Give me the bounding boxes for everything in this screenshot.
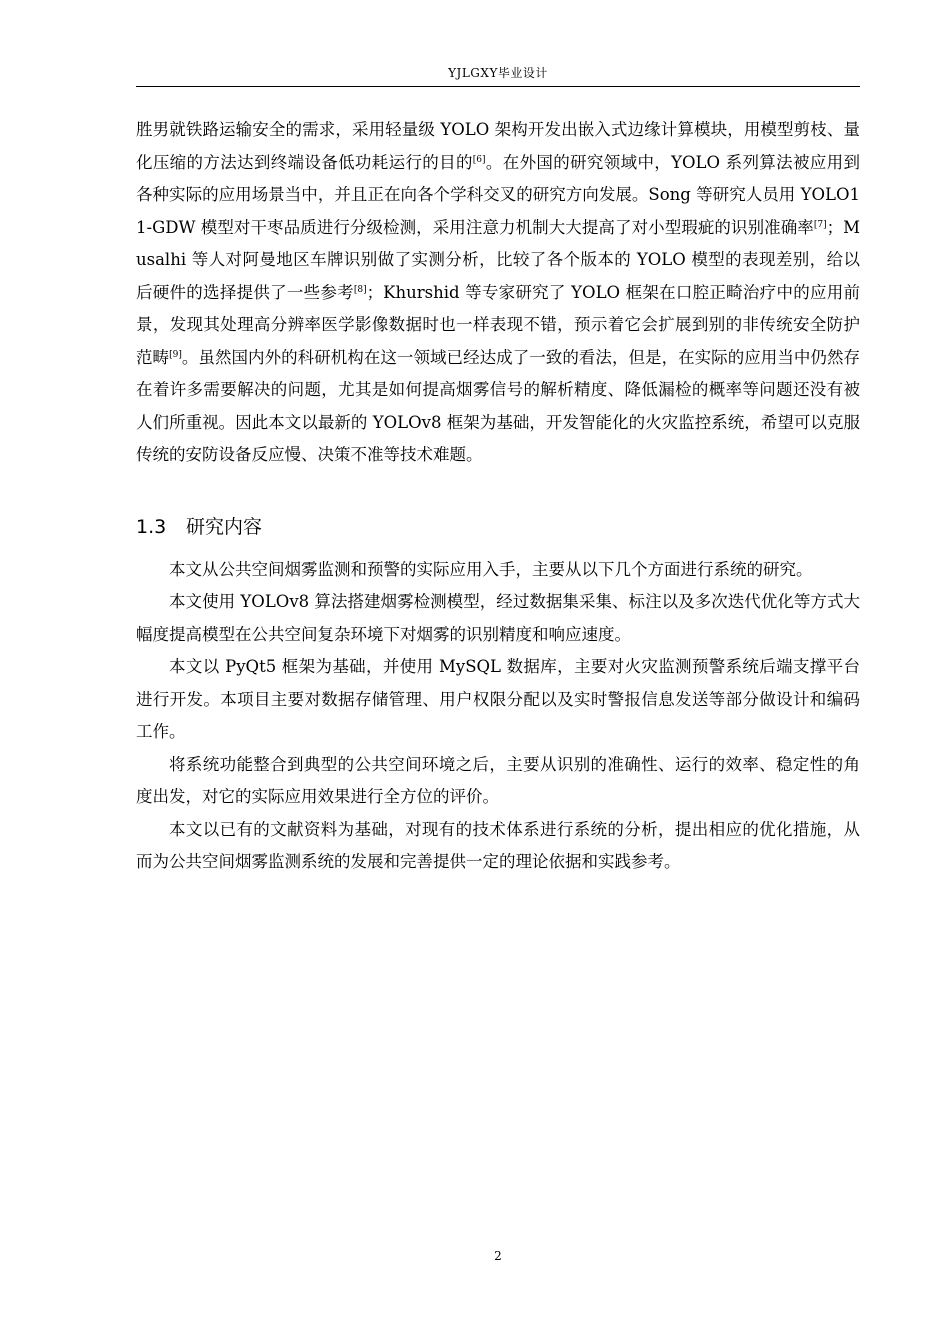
- paragraph-evaluation: 将系统功能整合到典型的公共空间环境之后，主要从识别的准确性、运行的效率、稳定性的角度出发，对它的实际应用效果进行全方位的评价。: [136, 754, 860, 806]
- citation-ref: [9]: [169, 349, 182, 360]
- paragraph-text: ；Musalhi 等人对阿曼地区车牌识别做了实测分析，比较了各个版本的 YOLO 模型的表现差别，给以后硬件的选择提供了一些参考: [136, 217, 860, 302]
- paragraph-text: 。在外国的研究领域中，YOLO 系列算法被应用到各种实际的应用场景当中，并且正在向各个学科交叉的研究方向发展。Song 等研究人员用 YOLO11-GDW 模型对干枣品质进行分级检测，采用注意力机制大大提高了对小型瑕疵的识别准确率: [136, 152, 860, 237]
- paragraph-model: 本文使用 YOLOv8 算法搭建烟雾检测模型，经过数据集采集、标注以及多次迭代优化等方式大幅度提高模型在公共空间复杂环境下对烟雾的识别精度和响应速度。: [136, 592, 860, 644]
- page-number: 2: [494, 1249, 502, 1263]
- page-content: [136, 114, 860, 879]
- section-number: 1.3: [136, 515, 167, 538]
- citation-ref: [7]: [813, 219, 827, 230]
- paragraph-text: 胜男就铁路运输安全的需求，采用轻量级 YOLO 架构开发出嵌入式边缘计算模块，用模型剪枝、量化压缩的方法达到终端设备低功耗运行的目的: [136, 120, 860, 172]
- page-header: YJLGXY毕业设计: [448, 66, 548, 80]
- header-divider: [136, 86, 860, 87]
- paragraph-intro: 本文从公共空间烟雾监测和预警的实际应用入手，主要从以下几个方面进行系统的研究。: [169, 559, 813, 579]
- citation-ref: [6]: [472, 154, 486, 165]
- section-title-text: 研究内容: [186, 515, 263, 538]
- section-heading: [136, 512, 860, 542]
- paragraph-text: ；Khurshid 等专家研究了 YOLO 框架在口腔正畸治疗中的应用前景，发现其处理高分辨率医学影像数据时也一样表现不错，预示着它会扩展到别的非传统安全防护范畴: [136, 282, 860, 367]
- paragraph-platform: 本文以 PyQt5 框架为基础，并使用 MySQL 数据库，主要对火灾监测预警系统后端支撑平台进行开发。本项目主要对数据存储管理、用户权限分配以及实时警报信息发送等部分做设计和编码工作。: [136, 657, 860, 741]
- citation-ref: [8]: [353, 284, 367, 295]
- paragraph-text: 。虽然国内外的科研机构在这一领域已经达成了一致的看法，但是，在实际的应用当中仍然存在着许多需要解决的问题，尤其是如何提高烟雾信号的解析精度、降低漏检的概率等问题还没有被人们所重视。因此本文以最新的 YOLOv8 框架为基础，开发智能化的火灾监控系统，希望可以克服传统的安防设备反应慢、决策不准等技术难题。: [136, 347, 861, 464]
- paragraph-analysis: 本文以已有的文献资料为基础，对现有的技术体系进行系统的分析，提出相应的优化措施，从而为公共空间烟雾监测系统的发展和完善提供一定的理论依据和实践参考。: [136, 819, 860, 871]
- paragraph-related-work: [136, 114, 860, 472]
